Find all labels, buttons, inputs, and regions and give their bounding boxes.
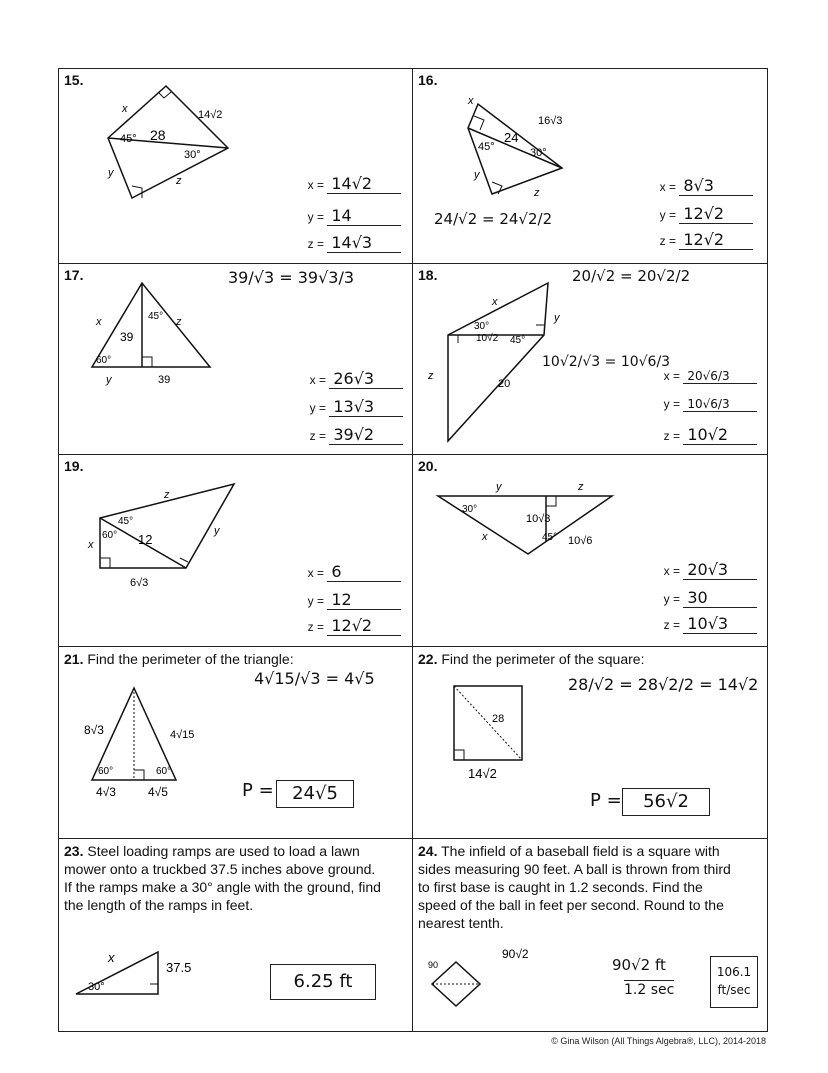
answer-z: 10√3 [683,614,757,634]
problem-text: The infield of a baseball field is a square with sides measuring 90 feet. A ball is thrown from third to first base is caught in 1.2 seconds. Find the speed of the ball in feet per second. Round to the nearest tenth. [418,843,731,931]
problem-number: 15. [64,72,84,88]
problem-text: Steel loading ramps are used to load a lawn mower onto a truckbed 37.5 inches above ground. If the ramps make a 30° angle with the ground, find the length of the ramps in feet. [64,843,381,913]
diagram-label-y: y [554,312,560,324]
work: 28/√2 = 28√2/2 = 14√2 [568,675,759,694]
work-top: 20/√2 = 20√2/2 [572,267,691,285]
problem-24 [412,838,768,1032]
problem-18: 18. x 30° 10√2 45° y z 20 20/√2 = 20√2/2 10√2/√3 = 10√6/3 x = 20√6/3 y = 10√6/3 z = 10√2 [412,263,768,454]
diagram-label-inner: 39 [120,330,134,344]
ramp-diagram [58,838,412,1032]
answer-z: 39√2 [329,425,403,445]
problem-17: 17. x 45° 39 z 60° y 39 39/√3 = 39√3/3 x = 26√3 y = 13√3 z = 39√2 [58,263,412,454]
problem-16: 16. x 16√3 45° 24 30° y z 24/√2 = 24√2/2 x = 8√3 y = 12√2 z = 12√2 [412,68,768,263]
diagram-label-a60r: 60° [156,766,172,777]
diagram-label-z: z [176,175,182,187]
diagram-label-inner: 24 [504,130,519,145]
answer-y: 14 [327,206,401,226]
answer-box: 106.1 ft/sec [710,956,758,1008]
diagram-label-base: 6√3 [130,577,149,589]
diagram-label-side: 20 [498,378,511,390]
diagram-label-z: z [176,316,182,328]
diagram-label-x: x [468,95,474,107]
answer-z: 12√2 [679,230,753,250]
problem-21 [58,646,412,838]
work-numerator: 90√2 ft [612,956,666,974]
answer-z: 10√2 [683,425,757,445]
answer-box: 56√2 [622,788,710,816]
worksheet [58,68,768,1032]
diagram-label-angle45: 45° [510,335,526,346]
problem-number: 19. [64,458,84,474]
diagram-label-x: x [492,296,498,308]
diagram-label-y: y [474,169,480,181]
diagram-label-diag: 90√2 [502,947,529,961]
problem-number: 21. [64,651,84,667]
problem-20: 20. y z 30° 10√3 45° 10√6 x x = 20√3 y = 30 z = 10√3 [412,454,768,646]
answer-y: 13√3 [329,397,403,417]
diagram-label-x: x [482,531,488,543]
answer-x: 26√3 [329,369,403,389]
answer-x: 8√3 [679,176,753,196]
answer-x: 20√3 [683,560,757,580]
answer-y: 12 [327,590,401,610]
prompt: Find the perimeter of the triangle: [87,651,294,667]
diagram-label-side: 16√3 [538,115,563,127]
answer-box: 24√5 [276,780,354,808]
diagram-label-inner: 12 [138,532,153,547]
diagram-label-side: 14√2 [468,766,497,781]
diagram-label-x: x [96,316,102,328]
answer-y: 12√2 [679,204,753,224]
problem-23 [58,838,412,1032]
diagram-label-angle45: 45° [478,141,495,153]
answer-y: 30 [683,588,757,608]
diagram-label-z: z [164,489,170,501]
problem-number: 20. [418,458,438,474]
problem-number: 24. [418,843,438,859]
answer-y: 10√6/3 [683,397,757,412]
diagram-label-angle45: 45° [148,311,164,322]
diagram-label-left: 8√3 [84,723,104,737]
diagram-label-x: x [88,539,94,551]
diagram-label-side: 10√6 [568,535,593,547]
diagram-label-angle60: 60° [96,355,112,366]
problem-22 [412,646,768,838]
diagram-label-y: y [496,481,502,493]
diagram-label-a60l: 60° [98,766,114,777]
diagram-label-alt: 4√15 [170,729,195,741]
diagram-label-angle60: 60° [102,530,118,541]
work-mid: 10√2/√3 = 10√6/3 [542,354,671,370]
problem-number: 18. [418,267,438,283]
diagram-label-y: y [108,167,114,179]
diagram-label-x: x [108,950,115,965]
work: 39/√3 = 39√3/3 [228,268,355,287]
prompt: Find the perimeter of the square: [441,651,645,667]
problem-number: 17. [64,267,84,283]
diagram-label-h: 37.5 [166,960,192,975]
diagram-label-angle45: 45° [120,133,137,145]
answer-label: P = [590,790,622,811]
work: 24/√2 = 24√2/2 [434,210,553,228]
diagram-label-br: 4√5 [148,785,168,799]
copyright-footer: © Gina Wilson (All Things Algebra®, LLC), 2014-2018 [551,1036,766,1046]
diagram-label-z: z [578,481,584,493]
diagram-label-y: y [214,525,220,537]
diagram-label-inner: 10√3 [526,513,551,525]
answer-x: 6 [327,562,401,582]
answer-z: 14√3 [327,233,401,253]
problem-15: 15. x 14√2 45° 28 30° y z x = 14√2 y = 14 z = 14√3 [58,68,412,263]
diagram-label-z: z [534,187,540,199]
answer-x: 14√2 [327,174,401,194]
diagram-label-side: 14√2 [198,109,223,121]
diagram-label-z: z [428,370,434,382]
problem-19: 19. z 45° 60° 12 x y 6√3 x = 6 y = 12 z = 12√2 [58,454,412,646]
diagram-label-angle30: 30° [474,321,490,332]
problem-number: 16. [418,72,438,88]
answer-label: P = [242,780,274,801]
diagram-label-angle30: 30° [530,147,547,159]
diagram-label-inner: 28 [150,127,166,143]
answer-x: 20√6/3 [683,369,757,384]
problem-number: 23. [64,843,84,859]
diagram-label-inner: 10√2 [476,333,499,344]
diagram-label-angle30: 30° [462,504,478,515]
diagram-label-angle: 30° [88,981,105,993]
diagram-label-angle45: 45° [542,532,558,543]
problem-number: 22. [418,651,438,667]
diagram-label-base: 39 [158,374,171,386]
diagram-label-diag: 28 [492,713,505,725]
diagram-label-x: x [122,103,128,115]
diagram-label-bl: 4√3 [96,785,116,799]
answer-box: 6.25 ft [270,964,376,1000]
diagram-label-angle45: 45° [118,516,134,527]
answer-z: 12√2 [327,616,401,636]
diagram-label-angle30: 30° [184,149,201,161]
diagram-label-y: y [106,374,112,386]
work-denominator: 1.2 sec [624,982,675,998]
diagram-label-side: 90 [428,960,439,970]
work: 4√15/√3 = 4√5 [254,669,375,688]
